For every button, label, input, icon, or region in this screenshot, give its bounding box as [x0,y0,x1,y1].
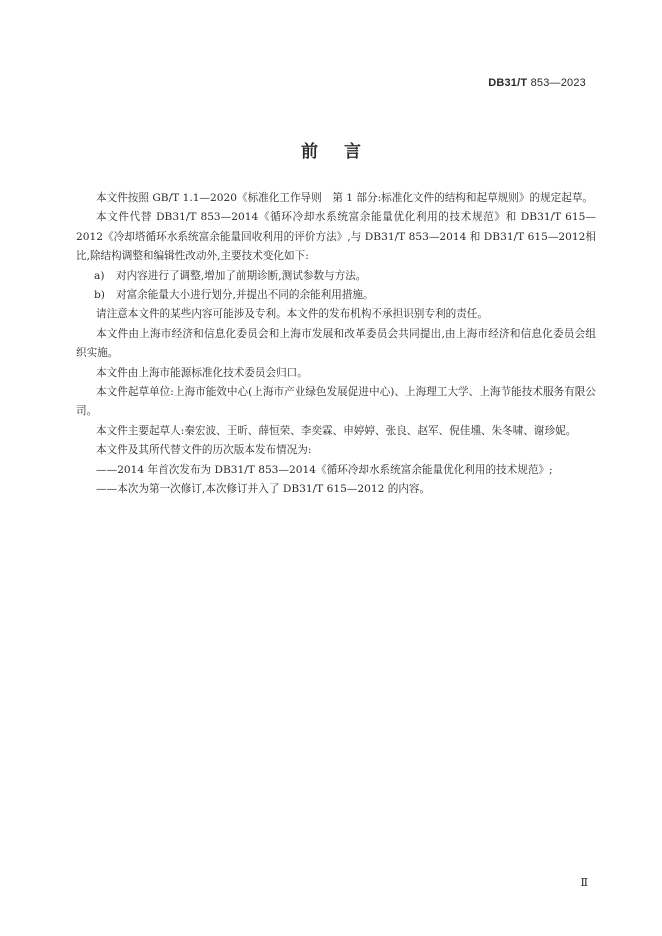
paragraph-drafters: 本文件主要起草人:秦宏波、王昕、薛恒荣、李奕霖、申婷婷、张良、赵军、倪佳壎、朱冬啸、谢珍妮。 [96,424,577,437]
list-text-b: 对富余能量大小进行划分,并提出不同的余能利用措施。 [116,289,374,302]
standard-code [488,77,586,89]
page-title: 前言 [301,142,387,162]
list-text-a: 对内容进行了调整,增加了前期诊断,测试参数与方法。 [116,269,367,282]
paragraph-proposer: 本文件由上海市经济和信息化委员会和上海市发展和改革委员会共同提出,由上海市经济和信息化委员会组织实施。 [76,327,596,360]
list-item-b [76,286,596,305]
paragraph-history-intro: 本文件及其所代替文件的历次版本发布情况为: [96,444,312,457]
standard-code-prefix: DB31/T [488,77,528,89]
list-marker-a: a) [94,269,105,282]
list-marker-b: b) [94,289,105,302]
list-item-a [76,267,596,286]
paragraph-patent-notice: 请注意本文件的某些内容可能涉及专利。本文件的发布机构不承担识别专利的责任。 [96,308,488,321]
page-number: Ⅱ [580,876,588,889]
paragraph-drafting-units: 本文件起草单位:上海市能效中心(上海市产业绿色发展促进中心)、上海理工大学、上海节能技术服务有限公司。 [76,386,596,418]
paragraph-history-revision: ——本次为第一次修订,本次修订并入了 DB31/T 615—2012 的内容。 [96,483,431,496]
foreword-body [76,189,596,500]
paragraph-drafting-rules: 本文件按照 GB/T 1.1—2020《标准化工作导则 第 1 部分:标准化文件的结构和起草规则》的规定起草。 [96,192,594,204]
paragraph-history-2014: ——2014 年首次发布为 DB31/T 853—2014《循环冷却水系统富余能量优化利用的技术规范》; [96,463,553,476]
standard-code-number: 853—2023 [527,77,586,89]
paragraph-replacement: 本文件代替 DB31/T 853—2014《循环冷却水系统富余能量优化利用的技术规范》和 DB31/T 615—2012《冷却塔循环水系统富余能量回收利用的评价方法》,与 DB31/T 853—2014 和 DB31/T 615—2012相比,除结构调整和编辑性改动外,主要技术变化如下: [76,211,596,263]
paragraph-committee: 本文件由上海市能源标准化技术委员会归口。 [96,366,308,379]
